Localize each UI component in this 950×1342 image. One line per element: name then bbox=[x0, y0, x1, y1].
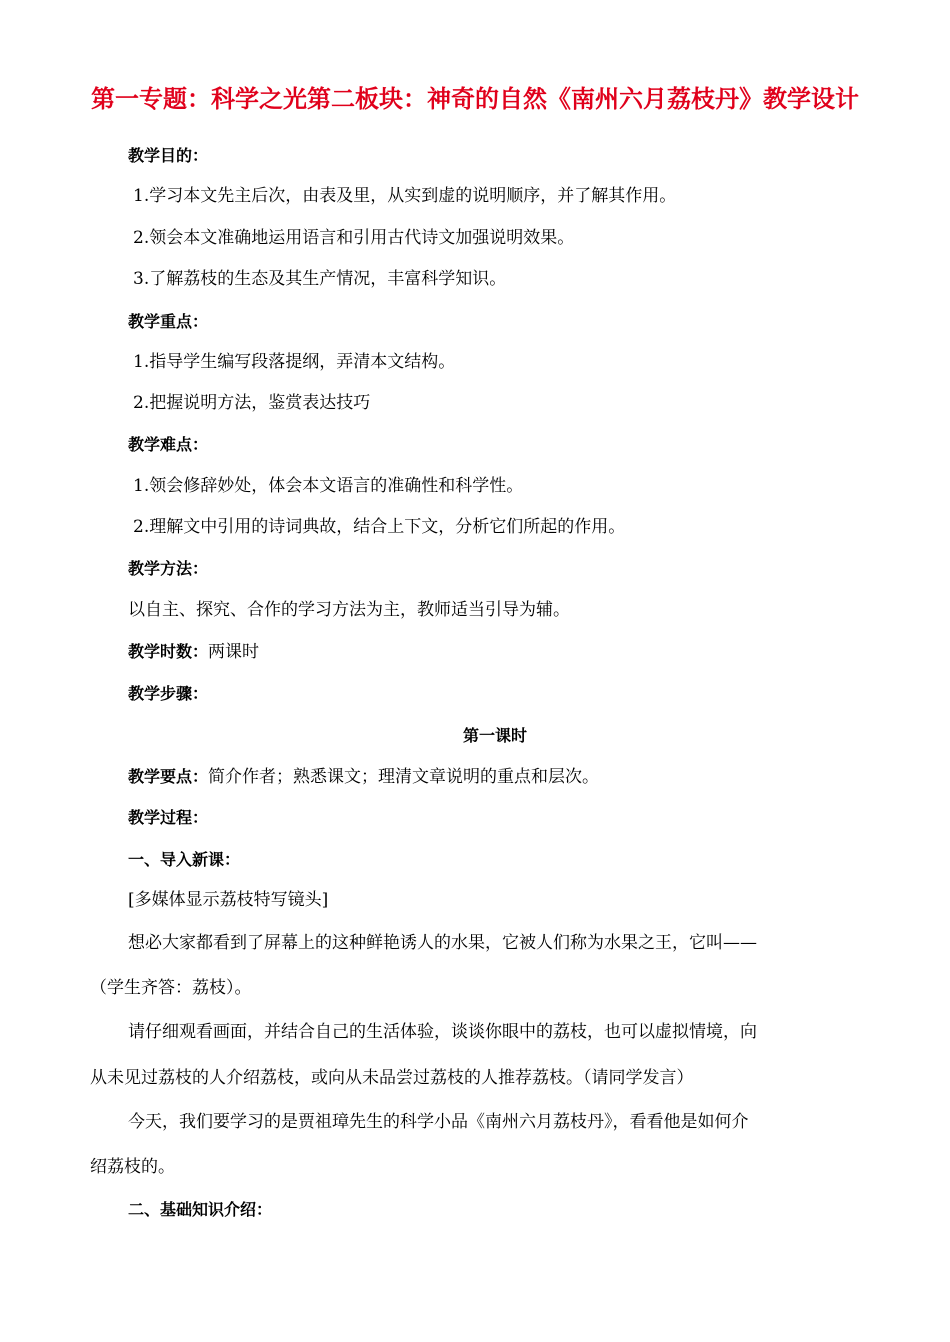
lesson1-points bbox=[128, 765, 599, 789]
difficulties-heading: 教学难点： bbox=[128, 435, 209, 454]
process-heading: 教学过程： bbox=[128, 808, 209, 827]
objective-item-3: 3.了解荔枝的生态及其生产情况，丰富科学知识。 bbox=[133, 269, 507, 289]
difficulty-item-2: 2.理解文中引用的诗词典故，结合上下文，分析它们所起的作用。 bbox=[133, 517, 626, 537]
objective-item-2: 2.领会本文准确地运用语言和引用古代诗文加强说明效果。 bbox=[133, 228, 575, 248]
objectives-heading: 教学目的： bbox=[128, 146, 209, 165]
hours-heading: 教学时数： bbox=[128, 642, 209, 661]
section-1-heading: 一、导入新课： bbox=[128, 850, 241, 869]
lesson1-heading: 第一课时 bbox=[462, 726, 527, 745]
paragraph-3-line-2: 绍荔枝的。 bbox=[90, 1157, 175, 1177]
steps-heading: 教学步骤： bbox=[128, 684, 209, 703]
method-text: 以自主、探究、合作的学习方法为主，教师适当引导为辅。 bbox=[128, 600, 570, 620]
key-points-heading: 教学重点： bbox=[128, 312, 209, 331]
paragraph-2-line-1: 请仔细观看画面，并结合自己的生活体验，谈谈你眼中的荔枝，也可以虚拟情境，向 bbox=[128, 1022, 757, 1042]
key-point-item-2: 2.把握说明方法，鉴赏表达技巧 bbox=[133, 393, 371, 413]
key-point-item-1: 1.指导学生编写段落提纲，弄清本文结构。 bbox=[133, 352, 456, 372]
paragraph-3-line-1: 今天，我们要学习的是贾祖璋先生的科学小品《南州六月荔枝丹》，看看他是如何介 bbox=[128, 1112, 749, 1132]
lesson1-points-label: 教学要点： bbox=[128, 767, 209, 786]
objective-item-1: 1.学习本文先主后次，由表及里，从实到虚的说明顺序，并了解其作用。 bbox=[133, 186, 677, 206]
difficulty-item-1: 1.领会修辞妙处，体会本文语言的准确性和科学性。 bbox=[133, 476, 524, 496]
document-title: 第一专题：科学之光第二板块：神奇的自然《南州六月荔枝丹》教学设计 bbox=[91, 85, 859, 113]
paragraph-1-line-1: 想必大家都看到了屏幕上的这种鲜艳诱人的水果，它被人们称为水果之王，它叫—— bbox=[128, 933, 757, 953]
paragraph-1-line-2: （学生齐答：荔枝）。 bbox=[90, 978, 252, 998]
section-2-heading: 二、基础知识介绍： bbox=[128, 1200, 273, 1219]
method-heading: 教学方法： bbox=[128, 559, 209, 578]
media-note: [多媒体显示荔枝特写镜头] bbox=[128, 890, 329, 910]
hours-text: 两课时 bbox=[208, 642, 260, 662]
hours-line bbox=[128, 640, 259, 664]
lesson1-points-text: 简介作者；熟悉课文；理清文章说明的重点和层次。 bbox=[208, 767, 600, 787]
paragraph-2-line-2: 从未见过荔枝的人介绍荔枝，或向从未品尝过荔枝的人推荐荔枝。（请同学发言） bbox=[90, 1068, 694, 1088]
